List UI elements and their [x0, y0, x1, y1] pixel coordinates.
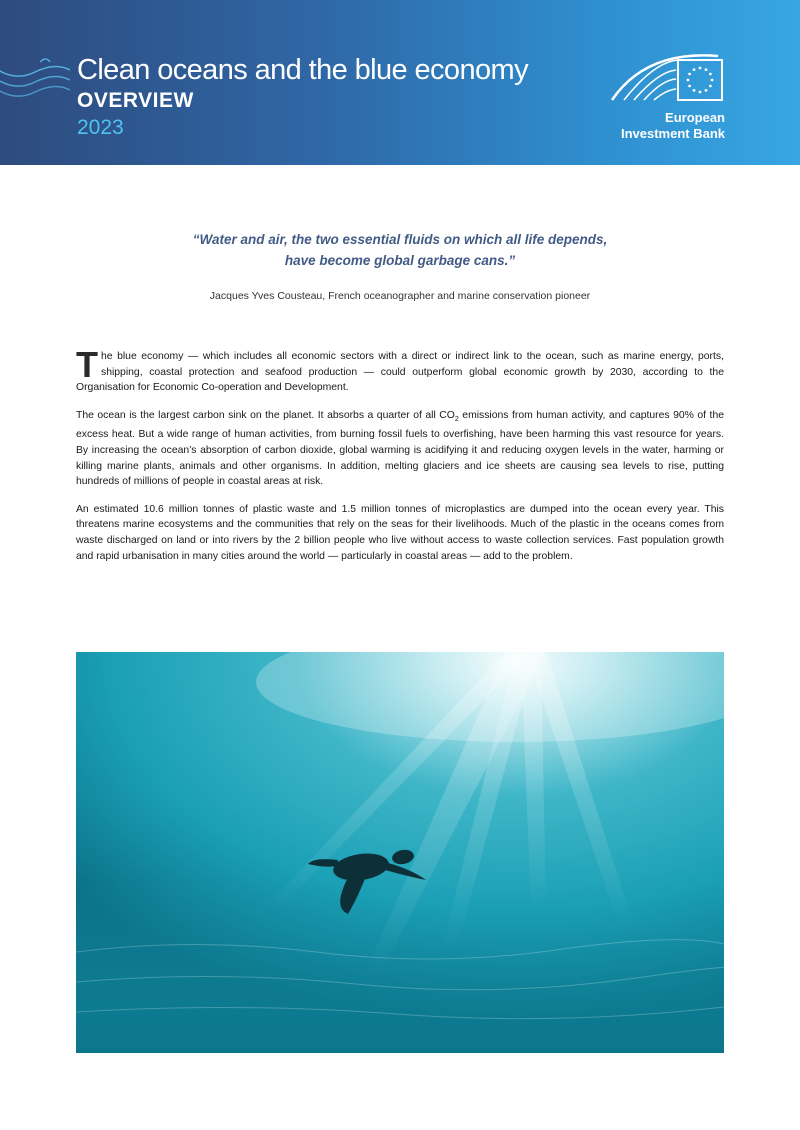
drop-cap: T	[76, 344, 98, 385]
pull-quote	[80, 229, 720, 271]
co2-subscript: 2	[454, 415, 459, 423]
paragraph-3: An estimated 10.6 million tonnes of plastic waste and 1.5 million tonnes of microplastics are dumped into the ocean every year. This threatens marine ecosystems and the communities that rely on the seas for their livelihoods. Much of the plastic in the oceans comes from waste discharged on land or into rivers by the 2 billion people who live without access to waste collection services. Fast population growth and rapid urbanisation in many cities around the world — particularly in coastal areas — add to the problem.	[76, 503, 724, 562]
paragraph-1-text: he blue economy — which includes all economic sectors with a direct or indirect link to the ocean, such as marine energy, ports, shipping, coastal protection and seafood production — could outperform global economic growth by 2030, according to the Organisation for Economic Co-operation and Development.	[76, 351, 724, 394]
eib-name-line2: Investment Bank	[620, 126, 725, 141]
paragraph-2	[76, 408, 724, 490]
sea-turtle-photo	[76, 652, 724, 1053]
eib-name-line1: European	[665, 110, 725, 125]
paragraph-1	[76, 344, 724, 396]
quote-line1: “Water and air, the two essential fluids on which all life depends,	[192, 232, 608, 247]
body-text	[76, 344, 725, 576]
document-subtitle: OVERVIEW	[77, 89, 194, 112]
sea-turtle-underwater-photo	[76, 652, 724, 1053]
eib-logo-name	[600, 110, 725, 142]
paragraph-2-text-b: emissions from human activity, and captures 90% of the excess heat. But a wide range of human activities, from burning fossil fuels to overfishing, have been harming this vast resource for years. By increasing the ocean’s absorption of carbon dioxide, global warming is acidifying it and reducing oxygen levels in the water, harming or killing marine plants, animals and other organisms. In addition, melting glaciers and ice sheets are causing sea levels to rise, putting hundreds of millions of people in coastal areas at risk.	[76, 409, 725, 488]
quote-line2: have become global garbage cans.”	[284, 253, 516, 268]
page-header	[0, 0, 800, 165]
quote-attribution: Jacques Yves Cousteau, French oceanographer and marine conservation pioneer	[209, 290, 591, 302]
paragraph-2-text-a: The ocean is the largest carbon sink on the planet. It absorbs a quarter of all CO	[76, 409, 455, 421]
document-year: 2023	[77, 116, 124, 139]
document-title: Clean oceans and the blue economy	[77, 54, 528, 86]
wave-lines-icon	[0, 40, 70, 110]
